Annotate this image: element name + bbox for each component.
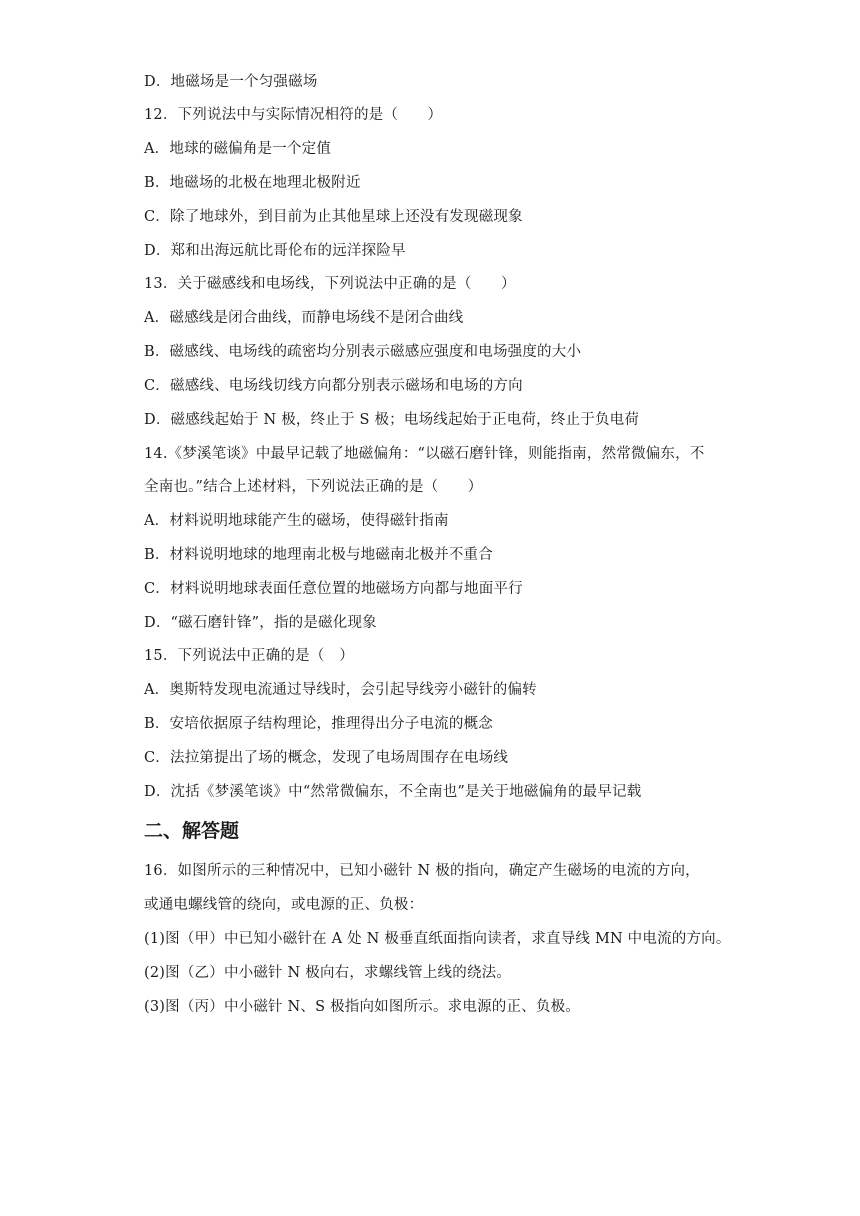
q12-stem: 12．下列说法中与实际情况相符的是（ ）: [144, 107, 443, 123]
q13-option-b: B．磁感线、电场线的疏密均分别表示磁感应强度和电场强度的大小: [144, 344, 582, 360]
q12-option-c: C．除了地球外，到目前为止其他星球上还没有发现磁现象: [144, 209, 523, 225]
q15-option-c: C．法拉第提出了场的概念，发现了电场周围存在电场线: [144, 750, 509, 766]
q14-option-b: B．材料说明地球的地理南北极与地磁南北极并不重合: [144, 547, 493, 563]
q16-part-3: (3)图（丙）中小磁针 N、S 极指向如图所示。求电源的正、负极。: [144, 999, 580, 1015]
q11-option-d: D．地磁场是一个匀强磁场: [144, 74, 318, 90]
q13-stem: 13．关于磁感线和电场线，下列说法中正确的是（ ）: [144, 276, 516, 292]
q14-option-c: C．材料说明地球表面任意位置的地磁场方向都与地面平行: [144, 581, 523, 597]
q12-option-d: D．郑和出海远航比哥伦布的远洋探险早: [144, 243, 406, 259]
q16-stem-line-1: 16．如图所示的三种情况中，已知小磁针 N 极的指向，确定产生磁场的电流的方向，: [144, 863, 700, 879]
q16-part-2: (2)图（乙）中小磁针 N 极向右，求螺线管上线的绕法。: [144, 965, 512, 981]
q14-option-a: A．材料说明地球能产生的磁场，使得磁针指南: [144, 513, 449, 529]
q13-option-a: A．磁感线是闭合曲线，而静电场线不是闭合曲线: [144, 310, 464, 326]
q13-option-d: D．磁感线起始于 N 极，终止于 S 极；电场线起始于正电荷，终止于负电荷: [144, 412, 640, 428]
q13-option-c: C．磁感线、电场线切线方向都分别表示磁场和电场的方向: [144, 378, 523, 394]
q14-stem-line-1: 14.《梦溪笔谈》中最早记载了地磁偏角：“以磁石磨针锋，则能指南，然常微偏东，不: [144, 446, 705, 462]
q12-option-b: B．地磁场的北极在地理北极附近: [144, 175, 361, 191]
q16-stem-line-2: 或通电螺线管的绕向，或电源的正、负极：: [144, 897, 424, 913]
q14-stem-line-2: 全南也。”结合上述材料，下列说法正确的是（ ）: [144, 479, 483, 495]
q12-option-a: A．地球的磁偏角是一个定值: [144, 141, 332, 157]
q15-option-a: A．奥斯特发现电流通过导线时，会引起导线旁小磁针的偏转: [144, 682, 537, 698]
q15-stem: 15．下列说法中正确的是（ ）: [144, 648, 354, 664]
q15-option-b: B．安培依据原子结构理论，推理得出分子电流的概念: [144, 716, 493, 732]
q16-part-1: (1)图（甲）中已知小磁针在 A 处 N 极垂直纸面指向读者，求直导线 MN 中电流的方向。: [144, 931, 731, 947]
q15-option-d: D．沈括《梦溪笔谈》中“然常微偏东，不全南也”是关于地磁偏角的最早记载: [144, 784, 642, 800]
section-heading: 二、解答题: [144, 820, 240, 842]
q14-option-d: D．“磁石磨针锋”，指的是磁化现象: [144, 615, 377, 631]
